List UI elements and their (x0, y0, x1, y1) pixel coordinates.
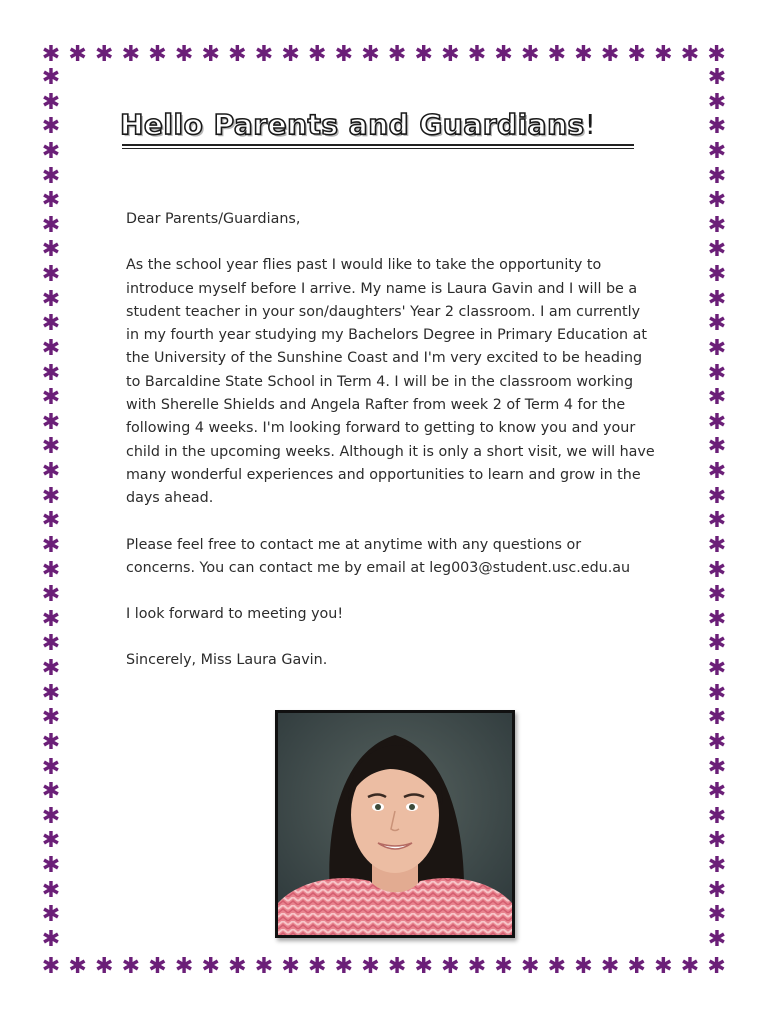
letter-body (126, 208, 666, 673)
flower-icon: ✱ (414, 954, 433, 979)
flower-icon: ✱ (41, 779, 61, 805)
flower-icon: ✱ (574, 42, 593, 67)
flower-icon: ✱ (627, 42, 646, 67)
flower-icon: ✱ (254, 42, 274, 67)
flower-icon: ✱ (707, 656, 727, 681)
letter-closing: I look forward to meeting you! (126, 606, 344, 623)
page-title-text: Hello Parents and Guardians (120, 108, 585, 141)
flower-icon: ✱ (707, 65, 727, 90)
flower-icon: ✱ (521, 954, 540, 979)
letter-line: As the school year flies past I would like to take the opportunity to (126, 257, 602, 274)
page-title-exclamation: ! (584, 108, 597, 141)
flower-icon: ✱ (707, 779, 727, 805)
flower-icon: ✱ (41, 606, 61, 632)
flower-icon: ✱ (707, 434, 727, 460)
flower-icon: ✱ (174, 954, 194, 979)
flower-icon: ✱ (467, 954, 487, 979)
flower-icon: ✱ (707, 360, 727, 386)
flower-icon: ✱ (41, 954, 61, 979)
flower-icon: ✱ (707, 188, 727, 214)
page-border-left (38, 66, 64, 952)
flower-icon: ✱ (41, 138, 61, 164)
flower-icon: ✱ (707, 828, 727, 854)
flower-icon: ✱ (41, 163, 61, 189)
flower-icon: ✱ (41, 902, 61, 928)
flower-icon: ✱ (361, 42, 380, 67)
flower-icon: ✱ (41, 877, 61, 903)
flower-icon: ✱ (707, 582, 727, 608)
flower-icon: ✱ (201, 954, 220, 979)
flower-icon: ✱ (494, 42, 513, 67)
flower-icon: ✱ (201, 42, 220, 67)
flower-icon: ✱ (41, 803, 61, 829)
letter-line: many wonderful experiences and opportunities to learn and grow in the (126, 466, 641, 483)
letter-line: in my fourth year studying my Bachelors Degree in Primary Education at (126, 327, 648, 344)
flower-icon: ✱ (707, 902, 727, 928)
title-underline (122, 144, 634, 146)
flower-icon: ✱ (334, 954, 354, 979)
flower-icon: ✱ (228, 42, 247, 67)
flower-icon: ✱ (41, 926, 61, 952)
letter-line: days ahead. (126, 490, 214, 507)
letter-contact-paragraph (126, 534, 666, 581)
letter-line: introduce myself before I arrive. My name is Laura Gavin and I will be a (126, 280, 638, 297)
flower-icon: ✱ (654, 954, 673, 979)
portrait-photo (275, 710, 515, 938)
flower-icon: ✱ (707, 954, 726, 979)
flower-icon: ✱ (707, 705, 727, 731)
flower-icon: ✱ (361, 954, 380, 979)
flower-icon: ✱ (68, 954, 87, 979)
letter-signoff: Sincerely, Miss Laura Gavin. (126, 652, 328, 669)
flower-icon: ✱ (41, 828, 61, 854)
flower-icon: ✱ (41, 114, 61, 140)
flower-icon: ✱ (387, 954, 407, 979)
flower-icon: ✱ (707, 409, 727, 435)
letter-line: student teacher in your son/daughters' Year 2 classroom. I am currently (126, 303, 641, 320)
flower-icon: ✱ (95, 42, 114, 67)
flower-icon: ✱ (68, 42, 87, 67)
flower-icon: ✱ (308, 954, 327, 979)
flower-icon: ✱ (41, 188, 61, 214)
flower-icon: ✱ (707, 853, 727, 878)
flower-icon: ✱ (95, 954, 114, 979)
letter-line: concerns. You can contact me by email at leg003@student.usc.edu.au (126, 559, 631, 576)
flower-icon: ✱ (41, 557, 61, 583)
flower-icon: ✱ (547, 42, 567, 67)
flower-icon: ✱ (707, 163, 727, 189)
flower-icon: ✱ (547, 954, 567, 979)
flower-icon: ✱ (494, 954, 513, 979)
letter-heading (120, 108, 634, 152)
flower-icon: ✱ (41, 212, 61, 238)
flower-icon: ✱ (707, 42, 726, 67)
flower-icon: ✱ (41, 286, 61, 312)
flower-icon: ✱ (41, 434, 61, 460)
flower-icon: ✱ (41, 729, 61, 755)
letter-line: Please feel free to contact me at anytime with any questions or (126, 536, 582, 553)
page-border-right (704, 66, 730, 952)
flower-icon: ✱ (174, 42, 194, 67)
flower-icon: ✱ (334, 42, 354, 67)
flower-icon: ✱ (148, 42, 167, 67)
flower-icon: ✱ (41, 680, 61, 706)
letter-line: the University of the Sunshine Coast and I'm very excited to be heading (126, 350, 643, 367)
flower-icon: ✱ (41, 65, 61, 90)
flower-icon: ✱ (41, 42, 61, 67)
flower-icon: ✱ (281, 42, 300, 67)
flower-icon: ✱ (707, 926, 727, 952)
flower-icon: ✱ (228, 954, 247, 979)
flower-icon: ✱ (707, 262, 727, 287)
flower-icon: ✱ (41, 631, 61, 657)
flower-icon: ✱ (41, 754, 61, 780)
flower-icon: ✱ (654, 42, 673, 67)
flower-icon: ✱ (41, 705, 61, 731)
flower-icon: ✱ (707, 237, 727, 263)
flower-icon: ✱ (600, 42, 620, 67)
flower-icon: ✱ (148, 954, 167, 979)
flower-icon: ✱ (627, 954, 646, 979)
flower-icon: ✱ (41, 656, 61, 681)
flower-icon: ✱ (441, 954, 460, 979)
flower-icon: ✱ (41, 582, 61, 608)
page-border-bottom (38, 955, 730, 979)
flower-icon: ✱ (308, 42, 327, 67)
flower-icon: ✱ (600, 954, 620, 979)
flower-icon: ✱ (707, 803, 727, 829)
flower-icon: ✱ (707, 385, 727, 411)
flower-icon: ✱ (41, 262, 61, 287)
portrait-illustration (278, 713, 512, 935)
flower-icon: ✱ (41, 508, 61, 534)
flower-icon: ✱ (707, 877, 727, 903)
flower-icon: ✱ (707, 212, 727, 238)
title-underline-thin (122, 148, 634, 149)
flower-icon: ✱ (707, 729, 727, 755)
flower-icon: ✱ (707, 89, 727, 115)
flower-icon: ✱ (680, 954, 700, 979)
flower-icon: ✱ (41, 237, 61, 263)
flower-icon: ✱ (707, 114, 727, 140)
flower-icon: ✱ (121, 42, 141, 67)
flower-icon: ✱ (41, 853, 61, 878)
flower-icon: ✱ (121, 954, 141, 979)
flower-icon: ✱ (41, 89, 61, 115)
flower-icon: ✱ (441, 42, 460, 67)
flower-icon: ✱ (707, 508, 727, 534)
flower-icon: ✱ (387, 42, 407, 67)
flower-icon: ✱ (281, 954, 300, 979)
flower-icon: ✱ (707, 557, 727, 583)
flower-icon: ✱ (41, 311, 61, 337)
letter-line: following 4 weeks. I'm looking forward to getting to know you and your (126, 420, 636, 437)
flower-icon: ✱ (707, 754, 727, 780)
flower-icon: ✱ (41, 483, 61, 509)
letter-greeting: Dear Parents/Guardians, (126, 211, 301, 227)
flower-icon: ✱ (521, 42, 540, 67)
flower-icon: ✱ (467, 42, 487, 67)
flower-icon: ✱ (707, 459, 727, 484)
flower-icon: ✱ (680, 42, 700, 67)
flower-icon: ✱ (574, 954, 593, 979)
flower-icon: ✱ (707, 606, 727, 632)
flower-icon: ✱ (707, 138, 727, 164)
letter-line: child in the upcoming weeks. Although it is only a short visit, we will have (126, 443, 655, 460)
flower-icon: ✱ (707, 483, 727, 509)
flower-icon: ✱ (41, 409, 61, 435)
flower-icon: ✱ (707, 631, 727, 657)
flower-icon: ✱ (254, 954, 274, 979)
flower-icon: ✱ (41, 532, 61, 558)
flower-icon: ✱ (707, 532, 727, 558)
flower-icon: ✱ (707, 335, 727, 361)
letter-line: with Sherelle Shields and Angela Rafter from week 2 of Term 4 for the (126, 397, 626, 414)
flower-icon: ✱ (41, 335, 61, 361)
letter-line: to Barcaldine State School in Term 4. I will be in the classroom working (126, 373, 634, 390)
flower-icon: ✱ (41, 459, 61, 484)
flower-icon: ✱ (707, 286, 727, 312)
page-title (120, 108, 634, 141)
page-border-top (38, 43, 730, 67)
flower-icon: ✱ (707, 680, 727, 706)
flower-icon: ✱ (707, 311, 727, 337)
letter-intro-paragraph (126, 254, 666, 510)
flower-icon: ✱ (414, 42, 433, 67)
flower-icon: ✱ (41, 360, 61, 386)
flower-icon: ✱ (41, 385, 61, 411)
